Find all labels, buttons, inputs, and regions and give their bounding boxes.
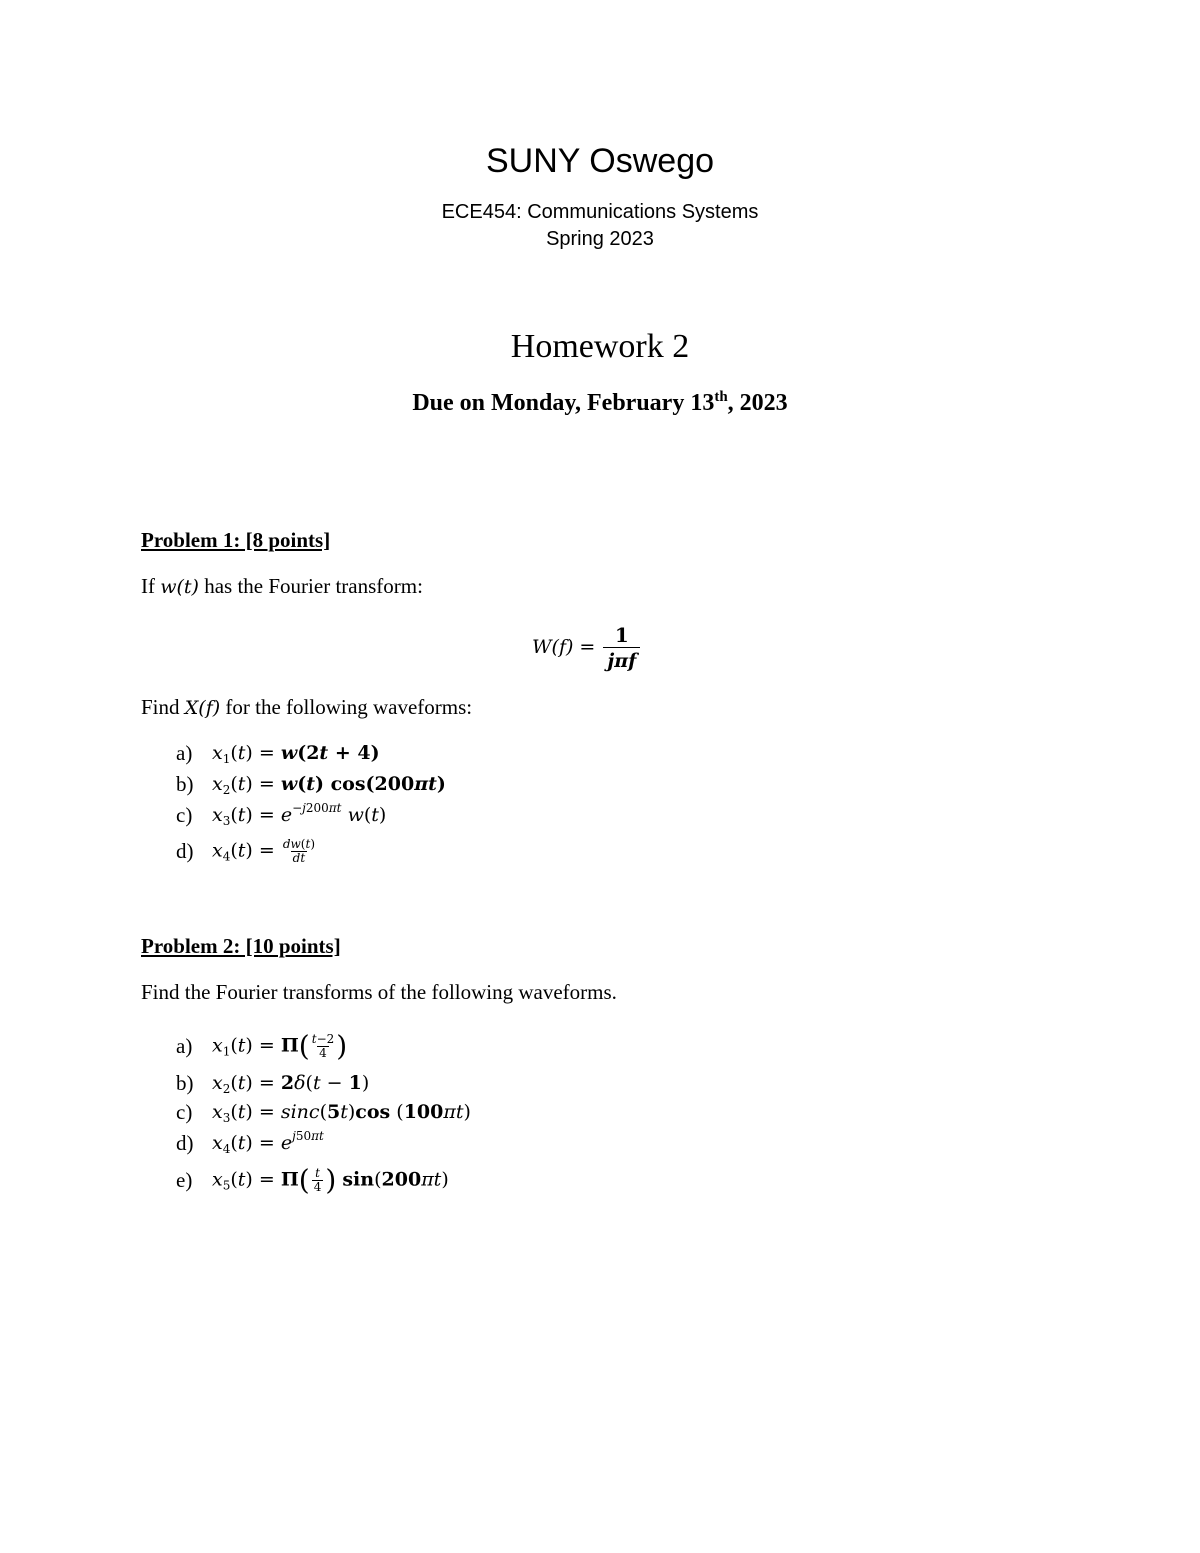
part-expression: $x_3(t) = \sin c(5t)\cos$ (100πt) — [212, 1101, 471, 1125]
problem-2-part-d — [176, 1128, 324, 1158]
part-expression: $x_3(t) = e^{-j200\pi t}$ w(t) — [212, 801, 387, 828]
term: Spring 2023 — [546, 228, 654, 250]
problem-1-part-c — [176, 800, 386, 830]
part-letter: a) — [176, 1033, 193, 1058]
problem-1-heading: Problem 1: [8 points] — [141, 528, 331, 552]
problem-1-part-d — [176, 836, 317, 866]
fourier-transform-equation — [532, 615, 640, 679]
part-letter: d) — [176, 1130, 194, 1155]
part-expression: $x_1(t) = w(2t + 4)$ — [212, 742, 380, 766]
problem-1-part-a — [176, 738, 380, 768]
part-expression: $x_2(t) = 2\delta(t - 1)$ — [212, 1072, 370, 1096]
problem-1-find-pre: Find — [141, 695, 180, 719]
problem-2-part-c — [176, 1097, 471, 1127]
part-letter: c) — [176, 1099, 193, 1124]
part-expression: $x_4(t) = e^{j50\pi t}$ — [212, 1129, 324, 1156]
equation-lhs: W(f) = — [532, 636, 596, 658]
problem-1-intro-post: has the Fourier transform: — [204, 574, 423, 598]
due-date-suffix: , 2023 — [727, 390, 788, 416]
problem-2-part-a — [176, 1031, 347, 1061]
part-letter: d) — [176, 838, 194, 863]
problem-2-part-b — [176, 1068, 369, 1098]
part-expression: $x_4(t)$ = $\frac{dw(t)}{dt}$ — [212, 836, 315, 865]
part-letter: e) — [176, 1167, 193, 1192]
part-letter: b) — [176, 1070, 194, 1095]
part-letter: b) — [176, 771, 194, 796]
due-date — [0, 390, 1200, 417]
due-date-prefix: Due on Monday, February 13 — [412, 390, 715, 416]
problem-2-part-e — [176, 1165, 449, 1195]
homework-title: Homework 2 — [510, 328, 690, 365]
problem-1-intro-pre: If — [141, 574, 155, 598]
problem-2-intro: Find the Fourier transforms of the following waveforms. — [141, 980, 617, 1004]
problem-1-intro — [141, 574, 423, 599]
equation-fraction — [603, 623, 640, 672]
part-letter: c) — [176, 802, 193, 827]
problem-1-find-var: X(f) — [184, 697, 221, 719]
due-date-sup: th — [714, 389, 728, 405]
equation-denominator: jπf — [603, 647, 640, 672]
part-expression: $x_5(t) = \Pi$( $\frac{t}{4}$ ) sin(200πt) — [212, 1163, 449, 1196]
problem-1-find-post: for the following waveforms: — [225, 695, 473, 719]
part-expression: $x_2(t) = w(t)$ cos(200πt) — [212, 773, 446, 797]
equation-numerator: 1 — [614, 622, 629, 647]
course-title: ECE454: Communications Systems — [441, 201, 759, 223]
university-name: SUNY Oswego — [485, 142, 715, 180]
problem-1-part-b — [176, 769, 446, 799]
part-letter: a) — [176, 740, 193, 765]
problem-1-intro-var: w(t) — [160, 576, 199, 598]
problem-2-heading: Problem 2: [10 points] — [141, 934, 341, 958]
problem-1-find — [141, 695, 472, 720]
part-expression: $x_1(t) = \Pi$( $\frac{t-2}{4}$ ) — [212, 1029, 348, 1062]
